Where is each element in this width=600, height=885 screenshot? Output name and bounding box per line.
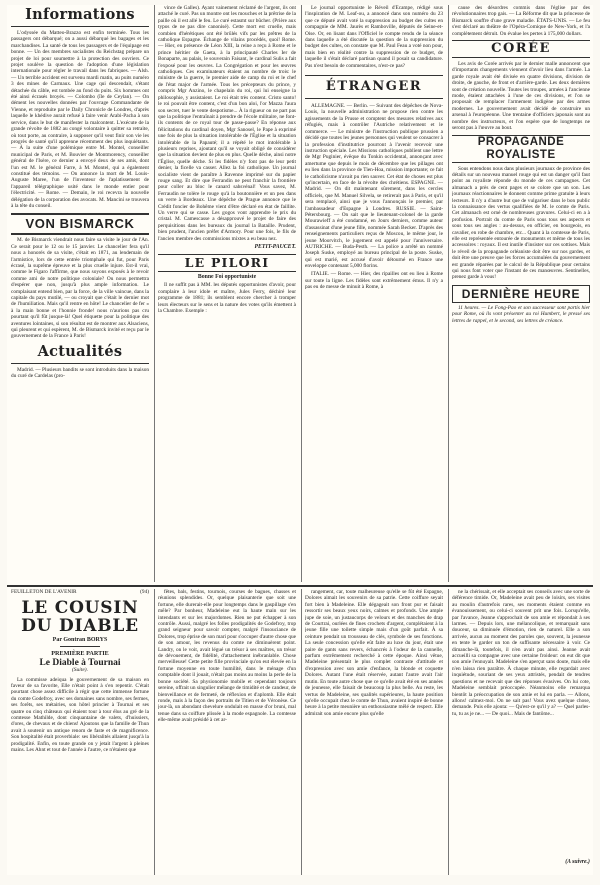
novel-chapter: Le Diable à Tournai bbox=[39, 657, 121, 668]
actualites-heading: Actualités bbox=[37, 342, 123, 360]
divider bbox=[60, 646, 100, 647]
col4-text: cause des désordres commis dans l'église par des révolutionnaires trop gais. — La Réforme dit que la princesse de Bismarck souffre d'une grave maladie. ÉTATS-UNIS. — Le feu s'est déclaré au théâtre de l'Opéra-Comique de New-York, et l'a complètement détruit. On évalue les pertes à 175,000 dollars. bbox=[452, 5, 590, 37]
propagande-heading: PROPAGANDE ROYALISTE bbox=[452, 135, 590, 163]
pilori-text: Il ne suffit pas à MM. les députés opportunistes d'avoir, pour complaire à leur idole et maître, Jules Ferry, déchiré leur programme de 1881; ils semblent encore chercher à tromper leurs électeurs sur le sens et la nature des votes qu'ils émettent à la Chambre. Exemple : bbox=[158, 282, 296, 314]
feuilleton-col1-text: La commisse adeiqua le gouvernement de sa maison en faveur de sa favorite, Elle n'était point à s'en repentir. C'était pourtant chose assez difficile à régir que cette immense fortune du comte Godefroy, avec ses domaines sans nombre, ses fermes, ses forêts, ses métairies, son hôtel princier à Tournai et ses quatre ou cinq châteaux qui étaient tour à tour élus au gré de la comtesse Mathilde, dont cinquantaine de valets, d'huissiers, d'ores, de chevaux et de chiens! Ajoutons que la famille de Thun avait à soutenir un antique renom de faste et de magnificence. Son hospitalité était proverbiale: ses libéralités allaient jusqu'à la prodigalité. Enfin, en toute grande on y jetait l'argent à pleines mains. Les Ahnt et tout de l'année à l'autre, ce n'étaient que bbox=[11, 676, 149, 754]
bismarck-heading: VON BISMARCK bbox=[11, 213, 149, 235]
feuilleton-label: FEUILLETON DE L'AVENIR bbox=[11, 589, 77, 595]
feuilleton-column-4 bbox=[452, 589, 590, 875]
col2-text: vince de Galles). Ayant vainement réclamé de l'argent, ils ont attaché le curé. Pas un montre ont les mouches et la prêtrise de la paille où il est allé le feu. Le curé estasmt sur bûcher. (Prière aux typos de ne pas dire canonisé). Cette mort est cruelle, mais combien d'hérétiques ont été brûlés vifs par les prêtres de la catholique Espagne. Échange de vilains procédés, quoi! Rome. — Hier, en présence de Léon XIII, la reine a reçu à Rome et le prince héritier de Gaeta, à la principauté Charles Ier de Bonaparte, au palais, le souverain Faisant, le cardinal Sulis a fait l'exposé pour les œuvres. La Congrégation et pour les œuvres catholiques. Ces examinateurs étaient au nombre de trois: le ministre de la guerre, le premier aide de camp du roi et le chef de l'état major de l'armée. Tous les précepteurs du prince, y compris Mgr Anzino, le chapelain du roi, qui lui enseigne la philosophie, y assistaient. Le roi était très content. Cristo santo! le roi pouvait être content, c'est d'un bon aloi, l'or Mazza l'aura son secret, tuer le vente despotisme... À la rigueur on ne part pas que la politique l'entraînait à prendre de l'école militaire, ne font-ils contents de ce royal tour de passe-passe? En réponse aux félicitations du cardinal doyen, Mgr Sanosel, le Pape à exprimé une fois de plus la situation intolérable de l'Église et la situation intolérable de la Papauté; il a répété le mot intolérable à plusieurs reprises, ajoutant qu'il se voyait obligé de considérer que la situation devient de plus en plus. Quelle déche, ainsi notre l'Église, quelle déche. Si les fidèles n'y font pas de leur petit denier, la ficelle va casser. Allez la foi catholique. Un journal socialiste vient de paraître à Ravenne imprimé sur du papier rouge sang. Et dire que Ferrandin ne peut franchir la frontière pour coller au bloc le canard sahsvénal! Vous savez, M. Ferraudin ne tolère le rouge qu'à la boutonnière et un peu dans un verre à Bordeaux. Une dépêche de Prague annonce que le Crédit foncier de Bohême vient d'être déclaré en état de faillite. Un verre qui se casse. Les gogos vont apprendre le prix du cristal. M. Camescasse a désapprouvé le projet de faire des perquisitions dans les bureaux du journal la Bataille. Prudent, bien prudent, l'ancien préfet d'Armory. Pour une fois, le fils de l'ancien membre des commissions mixtes a eu beau nez. bbox=[158, 5, 296, 242]
feuilleton-col3-text: rangement, car, toute malheureuse qu'elle se fût été Espagne, Dolores aimait les souvenirs de sa patrie. Cette coiffure seyait fort bien à Madeleine. Elle dégageait son front pur et faisait ressortir ses beaux yeux noirs, calmes et profonds. Une ample jupe de soie, un justaucorps de velours et des manches de drap de Courtrai, ourlées de fines crochets d'argent, complétaient à la jeune fille une toilette simple mais d'un goût parfait. À sa ceinture pendait un trousseau de clés, symbole de ses fonctions. La seule concession qu'elle eût faite au luxe du jour, était une paire de gants sans revers, échancrés à l'odeur de la cannelle, parfum extrêmement recherché à cette époque. Ainsi vêtue, Madeleine présentait le plus complet contraste d'attitude et d'expression avec son amie d'enfance, la blonde et coquette Dolores. Autant l'une était réservée, autant l'autre avait l'air mutin. En toute autre chose que ce qu'elle avait été en ses années de jeunesse, elle faisait de beaucoup la plus belle. Au reste, les vertus de Madeleine, ses qualités supérieures, la haute position qu'elle occupait chez le comte de Thun, avaient inspiré de bonne heure à la petite meunière un enthousiasme mêlé de respect. Elle admirait son amie encore plus qu'elle bbox=[305, 589, 443, 717]
coree-heading: CORÉE bbox=[452, 40, 590, 58]
column-rule bbox=[154, 5, 155, 582]
etranger-heading: ÉTRANGER bbox=[305, 75, 443, 99]
column-rule bbox=[301, 589, 302, 875]
column-rule bbox=[448, 589, 449, 875]
feuilleton-col2-text: fêtes, bals, festins, tournois, courses de bagues, chasses et réunions splendides. Or, quelque plaisanterie que soit une fortune, elle durerait-elle pour longtemps dans le gaspillage s'en mêle? Par bonheur, Madeleine eut la haute main sur les intendants et sur les majordomes. Rien ne put échapper à son contrôle. Aussi, malgré les folles prodigalités de Godefroy, trop grand seigneur pour savoir compter, malgré l'insouciance de Dolores, trop éprise de son mari pour s'occuper d'autre chose que de son amour, les revenus du comte ne diminuèrent point. Landry, on le voit, avait légué un trésor à ses maîtres, un trésor de dévouement, de fidélité, d'attachement inébranlable. Chose merveilleuse! Cette petite fille provinciale qu'on eut élevée en la fortune moyenne en toute humilité, dans le ménage d'un comptable dont il jouait, n'était pas moins au moins la perle de la bonne société. Sa physionomie mobile et cependant toujours sereine, offrait un singulier mélange de timidité et de candeur, de bienveillance et de fermeté, de réflexion et d'aplomb. Elle était ronde, mais à la façon des portraits de Titien et de Véronèse. Ce jour-là, un abondant chevelure ondulait en masse d'or bruni, mal tenue dans sa coiffure plissée à la mode espagnole. La comtesse elle-même avait présidé à cet ar- bbox=[158, 589, 296, 724]
bismarck-text: M. de Bismarck viendrait nous faire sa visite le jour de l'An. Ce serait pour le 12 ou le 15 janvier. Le chancelier fera qu'il nous a honorés de sa visite, c'était en 1871, au lendemain de l'armistice, lors de cette entrée triomphale qui fut, pour Paris écrasé, la suprême épreuve et la plus cruelle injure. Est-il vrai, comme le Figaro l'affirme, que nous soyons exposés à le revoir comme ami de notre politique coloniale? Ou nous permettra d'espérer que non, jusqu'à plus ample information. Le complaisant entend bien, par la force, de la ville vaincue, dans la capitale du pays mutilé, — ou croyait que c'était le dernier mot de l'humiliation. Mais qu'il rentre en hôte! Le chancelier de fer » à la main bonne et l'honnie fronde! nous n'aurions pas cru pourtant qu'il fût jusque-là! Quel étiquette pour la politique des aventures lointaines, si son résultat est de montrer aux Alsaciens, qui pleurent et qui espèrent, M. de Bismarck invité et reçu par le gouvernement de la France à Paris! bbox=[11, 237, 149, 340]
informations-heading: Informations bbox=[25, 6, 135, 23]
novel-part: PREMIÈRE PARTIE bbox=[51, 650, 109, 658]
derniere-heure-text: 11 heures. — Le Fong-Pao et son successeur sont partis hier pour Rome, où ils vont présenter au roi Humbert, le pressé ses lettres de rappel, et le second, ses lettres de créance. bbox=[452, 304, 590, 324]
column-rule bbox=[154, 589, 155, 875]
informations-text: L'odyssée du Matteo-Brazzo est enfin terminée. Tous les passagers ont débarqué; on a aussi débarqué les bagages et les marchandises. La santé de tous les passagers et de l'équipage est bonne. — Un des membres socialistes du Reichstag prépare un projet de loi pour soumettre à la protection des ouvriers. Ce projet soulève la question de l'adoption d'une législation internationale pour régler le travail dans les fabriques. — Alsh. — Un terrible accident est survenu mardi matin, au puits numéro 3 des mines de Carmaux. Une cage qui descendait, s'étant détachée du câble, est tombée au fond du puits. Six hommes ont été ainsi écrasés broyés. — Colombo (île de Ceylan). — On dément les nouvelles données par l'ouvrage Commandante de Vienne, et reproduite par le Daily Chronicle de Londres, d'après laquelle le khédive aurait refusé à faire venir Arabi-Pacha à son service, dans le but de manifester la malcontent. L'exécute de la grande révolte de 1882 au congé volontaire à quitter sa retraite, où tout porte, au contraire, à supposer qu'il veut finir son vie les progrès de santé qu'il apprenne récemment des plus inquiétants. — À la suite d'une polémique entre M. Montel, conseiller municipal de Paris, et M. Bouvier de Montmorency, conseiller général de l'Isère, ce dernier a envoyé deux de ses amis, dont l'un est M. le général Farre, à M. Montel, qui a également constitué des témoins. — On annonce la mort de M. Louis-Auguste Maree, l'un de l'inventeur de l'aplatissement de l'appareil télégraphique usité dans le monde entier pour l'électricité. — Rome. — Demain, le roi recevra la nouvelle délégation de la corporation des avocats. M. Mancini se trouvera à la tête du conseil. bbox=[11, 30, 149, 209]
feuilleton-header bbox=[11, 589, 149, 596]
novel-title: LE COUSIN DU DIABLE bbox=[21, 598, 139, 636]
newspaper-page bbox=[7, 5, 593, 875]
italie-text: ITALIE. — Rome. — Hier, des ripailles ont eu lieu à Rome sur toute la ligne. Les fidèles sont extrêmement émus. Il n'y a pas eu de messe de minuit à Rome, à bbox=[305, 271, 443, 290]
feuilleton-column-3 bbox=[305, 589, 443, 875]
novel-author: Par Gontran BORYS bbox=[52, 637, 108, 643]
etranger-text: ALLEMAGNE. — Berlin. — Suivant des dépêches de Nova-Louis, la nouvelle administration ne propose rien contre les agissements de la Prusse et comptent des mesures relatives aux réfugiés, mais à contrôler l'Autriche relativement et le commerce. — Le ministre de l'instruction publique prussien a décidé que toutes les jeunes personnes qui veulent se consacrer à la profession d'institutrice pourront à l'avenir recevoir une instruction spéciale. Les Missions catholiques publient une lettre de Mgr Puginier, évêque du Tonkin occidental, annonçant avec amertume que depuis le mois de décembre que les pillages ont eu lieu dans la province de Tien-Hoa, mission importante; ce fait le catholicisme n'avait pu rien sauver. Cet état de choses est plus qu'incertain, en face de la révolte des chrétiens. ESPAGNE. — Madrid. — On dit maintenant sûrement, dans les cercles officiels, que M. Manuel Silvela, se retirerait pas à Paris, et qu'il sera remplacé, ainsi que je vous l'annonçais le premier, par l'ambassadeur d'Espagne à Londres. RUSSIE. — Saint-Pétersbourg. — On sait que le lieutenant-colonel de la garde Mourawieff a été condamné, en Jours derniers, comme auteur d'assassinat d'une jeune fille, nommée Sarah Becker. D'après des renseignements particuliers reçus de Moscou, le même jour, le jeune Moorvitch, le jugement est appelé pour l'anniversaire. AUTRICHE. — Buda-Pesth. — La police a arrêté un nommé Joseph Suske, employé au bureau principal de la poste. Suske, qui est marié, est accusé d'avoir détourné en France une enveloppe contenant 5,000 florins. bbox=[305, 103, 443, 270]
novel-suite: (Suite). bbox=[71, 667, 89, 674]
column-4 bbox=[452, 5, 590, 582]
pilori-subheading: Bonne Foi opportuniste bbox=[197, 273, 257, 280]
column-1 bbox=[11, 5, 149, 582]
feuilleton-col4-text: ne la chérissait, et elle acceptait ses conseils avec une sorte de déférence timide. Or, Madeleine avait peu de loisirs, ses visites au moulin d'autrefois rares, ses moments étaient comme en évanouissement, ou celui-ci souvent prit une fois. Lorsqu'elle, par l'avance, Jeanne s'approchait de son amie et répondait à ses larmes. — Depuis lors, une mélancolique, et remarquait sans douceur, sa diminuée d'émotion, rien de naturel. Elle a son arrivée, aucun au moment des paroles que, souvent, la jeunesse en tente le garder un ton de suffisante nécessaire à voir. Ce dimanche-là, toutefois, il n'en avait pas ainsi. Jeanne avait accueilli sa compagne avec une certaine froideur: on eut dit que son amie l'ennuyait. Madeleine s'en aperçut sans doute, mais elle n'en laissa rien paraître. À chaque minute, elle regardait avec inquiétude, souriant de ses yeux attristés, pendait de tendres questions et ne recevait que des réponses évasives. On lui cote, Madeleine semblait préoccupée. Néanmoins elle remarqua bientôt la préoccupation de son amie et lui en parla. — Allons, allons! calmez-moi. On ne sait pas! Vous avez quelque chose, demande. Puis elle ajouta: — Qu'est-ce qu'il y a? — Quel parles-tu, tu as je ne... — De quoi... Mais de fantôme... bbox=[452, 589, 590, 717]
derniere-heure-heading: DERNIÈRE HEURE bbox=[452, 285, 590, 303]
coree-text: Les avis de Corée arrivés par le dernier malle annoncent que d'importants changements viennent d'avoir lieu dans l'armée. La garde royale avait été divisée en quatre divisions, division de droite, de gauche, de front et d'arrière-garde. Les deux dernières sont de création nouvelle. Toutes les troupes, armées à l'ancienne mode, étaient attachées à l'une de ces divisions, et l'on se proposait de remplacer l'armement indigène par des armes modernes. Le gouvernement avait décidé de construire un arsenal à l'européenne. Une trentaine d'officiers japonais sont au nombre des instructeurs, et l'on espère que de longtemps ne seront pas à l'œuvre au bout. bbox=[452, 61, 590, 132]
propagande-text: Sous entendons nous dans plusieurs journaux de province des détails sur un nouveau manuel rouge qui est un danger qu'il faut point au royaliste réponde du monde de ces campagnes. Cet almanach a près de cent pages et se colore que un son. Les journaux réactionnaires le donnent comme prime gratuite à leurs lecteurs. Il n'y a d'autre but que de vulgariser dans le bon public la connaissance des vertus qualifiées de M. le comte de Paris. Cet almanach est orné de nombreuses gravures. Celui-ci en a à profusion. Portrait du comte de Paris sous tous ses aspects et sous tous ses angles : au-dessus, en officier, en bourgeois, en cavalier, en robe de chambre, etc... Quant à la comtesse de Paris, elle est représentée entourée de monuments et même de tous les accessoires : royaux. Il est inutile d'insister sur ces sottises. Mais le réveil de la propagande orléaniste doit être sur nos gardes, et doit être une preuve que les forces accumulées du gouvernement est grande réparées par le calcul de la République pour certains qui nous font voter que l'instant de ces manœuvres. Sentinelles, prenez garde à vous! bbox=[452, 165, 590, 281]
actualites-text: Madrid. — Plusieurs bandits se sont introduits dans la maison du curé de Cardelas (pro- bbox=[11, 366, 149, 380]
col3-text: Le journal opportuniste le Réveil d'Écampe, rédigé sous l'inspiration de M. Leaf-ou, a annoncé dans son numéro du 23 que ce député avait voté la suppression au budget des cultes en compagnie de MM. Jaurès et Ramboville, députés de Seine-et-Oise. Or, en lisant dans l'Officiel le compte rendu de la séance dans laquelle a été discutée la question de la suppression du budget des cultes, on constate que M. Paul Feau a voté non pour, mais bien en réalité contre la suppression de ce budget, de laquelle il s'était déclaré partisan quand il posait sa candidature. Pas n'est besoin de commentaires, n'est-ce pas? bbox=[305, 5, 443, 69]
signature: PETIT-PAUCET. bbox=[254, 243, 296, 250]
column-3 bbox=[305, 5, 443, 582]
column-rule bbox=[448, 5, 449, 582]
feuilleton-number: (94) bbox=[140, 589, 149, 595]
feuilleton-rule bbox=[7, 585, 593, 587]
pilori-heading: LE PILORI bbox=[158, 254, 296, 272]
feuilleton-column-2 bbox=[158, 589, 296, 875]
feuilleton bbox=[7, 589, 593, 875]
divider bbox=[11, 26, 149, 27]
column-rule bbox=[301, 5, 302, 582]
suivre-note: (A suivre.) bbox=[565, 858, 590, 865]
column-2 bbox=[158, 5, 296, 582]
divider bbox=[11, 363, 149, 364]
feuilleton-column-1 bbox=[11, 589, 149, 875]
